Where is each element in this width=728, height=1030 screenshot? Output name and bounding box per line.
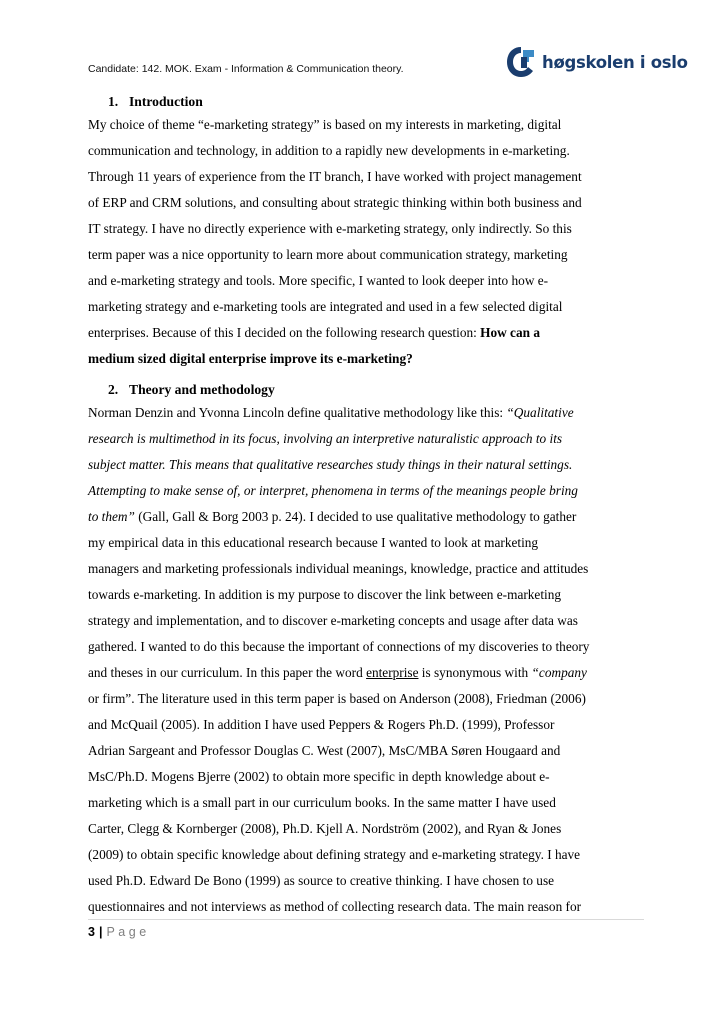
- paragraph-line: [88, 452, 644, 478]
- paragraph-line: [88, 346, 644, 372]
- paragraph-line: or firm”. The literature used in this term paper is based on Anderson (2008), Friedman (2006): [88, 691, 586, 706]
- footer-separator: |: [98, 925, 103, 939]
- paragraph-line: strategy and implementation, and to discover e-marketing concepts and usage after data was: [88, 613, 578, 628]
- paragraph-line: [88, 478, 644, 504]
- paragraph-line: Through 11 years of experience from the IT branch, I have worked with project management: [88, 169, 582, 184]
- logo-wordmark: høgskolen i oslo: [542, 52, 688, 72]
- quote-line: subject matter. This means that qualitative researches study things in their natural settings.: [88, 457, 573, 472]
- research-question-end: medium sized digital enterprise improve its e-marketing?: [88, 351, 413, 366]
- line-text: and theses in our curriculum. In this paper the word: [88, 665, 367, 680]
- paragraph-line: towards e-marketing. In addition is my purpose to discover the link between e-marketing: [88, 587, 562, 602]
- paragraph-line: [88, 400, 644, 426]
- section-title: Introduction: [129, 94, 203, 109]
- section-title: Theory and methodology: [129, 382, 275, 397]
- paragraph-line: gathered. I wanted to do this because the important of connections of my discoveries to theory: [88, 639, 590, 654]
- header-candidate-line: Candidate: 142. MOK. Exam - Information & Communication theory.: [88, 63, 404, 75]
- paragraph-line: My choice of theme “e-marketing strategy” is based on my interests in marketing, digital: [88, 117, 562, 132]
- paragraph-line: communication and technology, in addition to a rapidly new developments in e-marketing.: [88, 143, 570, 158]
- quoted-term: “company: [531, 665, 587, 680]
- paragraph-line: Carter, Clegg & Kornberger (2008), Ph.D. Kjell A. Nordström (2002), and Ryan & Jones: [88, 821, 562, 836]
- paragraph-line: marketing which is a small part in our curriculum books. In the same matter I have used: [88, 795, 556, 810]
- line-text: Norman Denzin and Yvonna Lincoln define qualitative methodology like this:: [88, 405, 507, 420]
- paragraph-line: Adrian Sargeant and Professor Douglas C. West (2007), MsC/MBA Søren Hougaard and: [88, 743, 561, 758]
- footer-divider: [88, 919, 644, 920]
- paragraph-line: and McQuail (2005). In addition I have used Peppers & Rogers Ph.D. (1999), Professor: [88, 717, 555, 732]
- page-label: Page: [106, 925, 150, 939]
- quote-line: research is multimethod in its focus, involving an interpretive naturalistic approach to its: [88, 431, 563, 446]
- section-number: 1.: [108, 94, 119, 109]
- paragraph-line: used Ph.D. Edward De Bono (1999) as source to creative thinking. I have chosen to use: [88, 873, 555, 888]
- underlined-term: enterprise: [366, 665, 419, 680]
- page-footer: [88, 925, 150, 939]
- research-question-start: How can a: [480, 325, 540, 340]
- paragraph-line: my empirical data in this educational research because I wanted to look at marketing: [88, 535, 539, 550]
- hogskolen-logo: [504, 40, 688, 84]
- line-text: (Gall, Gall & Borg 2003 p. 24). I decided to use qualitative methodology to gather: [134, 509, 577, 524]
- paragraph-line: marketing strategy and e-marketing tools are integrated and used in a few selected digital: [88, 299, 563, 314]
- quote-end: to them”: [88, 509, 135, 524]
- paragraph-line: of ERP and CRM solutions, and consulting about strategic thinking within both business and: [88, 195, 582, 210]
- paragraph-line: and e-marketing strategy and tools. More specific, I wanted to look deeper into how e-: [88, 273, 549, 288]
- paragraph-line: IT strategy. I have no directly experience with e-marketing strategy, only indirectly. So this: [88, 221, 572, 236]
- paragraph-line: [88, 660, 644, 686]
- paragraph-line: (2009) to obtain specific knowledge about defining strategy and e-marketing strategy. I have: [88, 847, 581, 862]
- quote-start: “Qualitative: [506, 405, 574, 420]
- paragraph-line: managers and marketing professionals individual meanings, knowledge, practice and attitudes: [88, 561, 589, 576]
- line-text: is synonymous with: [418, 665, 532, 680]
- line-text: enterprises. Because of this I decided on the following research question:: [88, 325, 481, 340]
- paragraph-line: [88, 504, 644, 530]
- hogskolen-logo-icon: [504, 44, 538, 80]
- section-heading-introduction: [88, 92, 644, 112]
- paragraph-line: MsC/Ph.D. Mogens Bjerre (2002) to obtain more specific in depth knowledge about e-: [88, 769, 550, 784]
- quote-line: Attempting to make sense of, or interpret, phenomena in terms of the meanings people bring: [88, 483, 578, 498]
- paragraph-line: term paper was a nice opportunity to learn more about communication strategy, marketing: [88, 247, 568, 262]
- section-heading-theory: [88, 380, 644, 400]
- paragraph-line: [88, 320, 644, 346]
- page-number: 3: [88, 925, 95, 939]
- document-body: [88, 92, 644, 920]
- section-number: 2.: [108, 382, 119, 397]
- paragraph-line: [88, 426, 644, 452]
- paragraph-line: questionnaires and not interviews as method of collecting research data. The main reason for: [88, 899, 582, 914]
